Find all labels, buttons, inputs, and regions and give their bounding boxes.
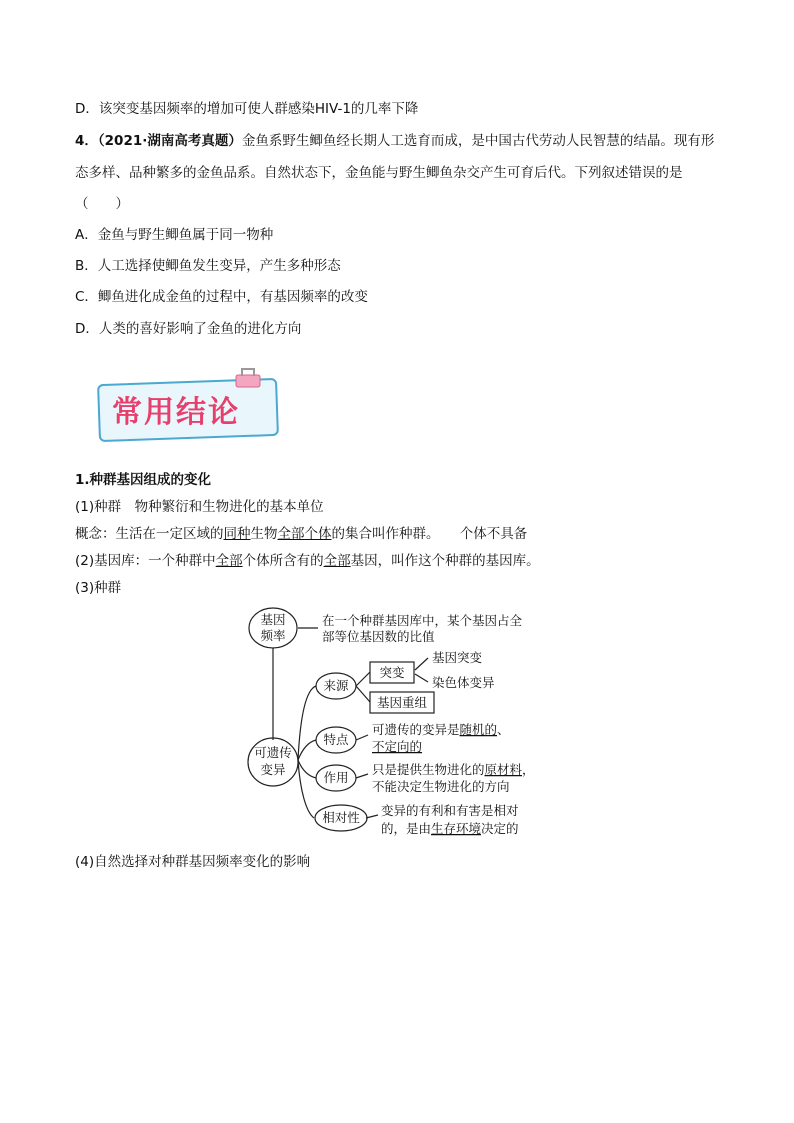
role-a: 只是提供生物进化的 [372, 762, 485, 777]
connector-chrom [415, 674, 428, 682]
question-number: 4． [75, 133, 98, 149]
mutation-label: 突变 [379, 665, 405, 680]
relative-text-line-2 [381, 821, 519, 836]
trait-a: 可遗传的变异是 [372, 722, 460, 737]
option-b: B．人工选择使鲫鱼发生变异，产生多种形态 [75, 258, 341, 274]
question-source: （2021·湖南高考真题） [97, 133, 242, 149]
concept-e: 的集合叫作种群。 个体不具备 [331, 526, 528, 542]
trait-random: 随机的 [459, 722, 498, 737]
concept-c: 生物 [250, 526, 278, 542]
trait-c: 、 [497, 722, 510, 737]
role-text-line-1 [372, 762, 535, 777]
gene-pool-e: 基因，叫作这个种群的基因库。 [350, 553, 540, 569]
question-text-a: 金鱼系野生鲫鱼经长期人工选育而成，是中国古代劳动人民智慧的结晶。现有形 [241, 133, 715, 149]
rel-environment: 生存环境 [431, 821, 482, 836]
connector-source [298, 686, 316, 760]
relative-text-line-1: 变异的有利和有害是相对 [381, 803, 519, 818]
role-c: ， [522, 762, 535, 777]
center-label-1: 可遗传 [254, 745, 292, 760]
connector-mutation [356, 672, 370, 686]
role-raw-material: 原材料 [484, 762, 523, 777]
concept-all-individuals: 全部个体 [277, 526, 332, 542]
population-3-line: (3)种群 [75, 580, 122, 596]
section-heading: 1.种群基因组成的变化 [75, 472, 212, 488]
concept-same-species: 同种 [223, 526, 251, 542]
gene-pool-c: 个体所含有的 [242, 553, 324, 569]
option-d-previous: D．该突变基因频率的增加可使人群感染HIV-1的几率下降 [75, 101, 419, 117]
role-label: 作用 [323, 770, 349, 785]
freq-definition-1: 在一个种群基因库中，某个基因占全 [322, 613, 523, 628]
role-text-line-2: 不能决定生物进化的方向 [372, 779, 510, 794]
connector-relative [298, 760, 314, 818]
gene-pool-all-2: 全部 [323, 553, 351, 569]
connector-role [298, 760, 316, 778]
trait-text-line-1 [372, 722, 510, 737]
trait-label: 特点 [323, 732, 349, 747]
connector-rel-text [366, 815, 378, 818]
gene-pool-a: (2)基因库：一个种群中 [75, 553, 216, 569]
source-label: 来源 [323, 678, 349, 693]
option-a: A．金鱼与野生鲫鱼属于同一物种 [75, 227, 274, 243]
gene-mutation-label: 基因突变 [432, 650, 483, 665]
banner-title: 常用结论 [112, 395, 240, 430]
connector-trait-text [356, 735, 368, 740]
connector-trait [298, 740, 316, 760]
relative-label: 相对性 [322, 810, 360, 825]
freq-definition-2: 部等位基因数的比值 [322, 629, 435, 644]
connector-gene-mut [415, 658, 428, 670]
population-line: (1)种群 物种繁衍和生物进化的基本单位 [75, 499, 324, 515]
gene-pool-all-1: 全部 [215, 553, 243, 569]
natural-selection-line: (4)自然选择对种群基因频率变化的影响 [75, 854, 311, 870]
connector-role-text [356, 774, 368, 778]
option-c: C．鲫鱼进化成金鱼的过程中，有基因频率的改变 [75, 289, 368, 305]
answer-blank: （ ） [75, 196, 129, 212]
chromosome-variation-label: 染色体变异 [432, 675, 495, 690]
recombination-label: 基因重组 [376, 695, 428, 710]
trait-undirected: 不定向的 [372, 739, 423, 754]
rel-d: 决定的 [481, 821, 519, 836]
node-freq-label-1: 基因 [260, 612, 286, 627]
connector-recomb [356, 686, 370, 702]
question-4-line-2: 态多样、品种繁多的金鱼品系。自然状态下，金鱼能与野生鲫鱼杂交产生可育后代。下列叙述错误的是 [75, 165, 683, 181]
center-label-2: 变异 [260, 762, 286, 777]
option-d: D．人类的喜好影响了金鱼的进化方向 [75, 321, 302, 337]
rel-b: 的，是由 [381, 821, 432, 836]
node-freq-label-2: 频率 [260, 628, 286, 643]
concept-a: 概念：生活在一定区域的 [75, 526, 224, 542]
